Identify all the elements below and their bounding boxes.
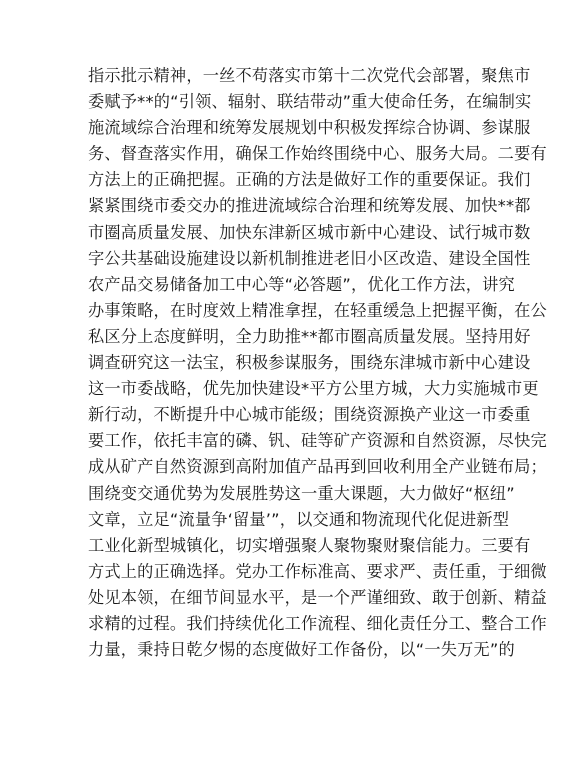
text-line: 文章，立足“流量争‘留量’”，以交通和物流现代化促进新型 [88, 509, 510, 529]
text-line: 新行动，不断提升中心城市能级；围绕资源换产业这一市委重 [88, 405, 531, 425]
text-line: 围绕变交通优势为发展胜势这一重大课题，大力做好“枢纽” [88, 483, 515, 503]
text-line: 施流域综合治理和统筹发展规划中积极发挥综合协调、参谋服 [88, 118, 531, 138]
text-line: 字公共基础设施建设以新机制推进老旧小区改造、建设全国性 [88, 248, 531, 268]
text-line: 市圈高质量发展、加快东津新区城市新中心建设、试行城市数 [88, 222, 531, 242]
text-line: 处见本领，在细节间显水平，是一个严谨细致、敢于创新、精益 [88, 587, 547, 607]
text-line: 成从矿产自然资源到高附加值产品再到回收利用全产业链布局； [88, 457, 547, 477]
text-line: 力量，秉持日乾夕惕的态度做好工作备份，以“一失万无”的 [88, 640, 515, 660]
text-line: 紧紧围绕市委交办的推进流域综合治理和统筹发展、加快**都 [88, 196, 531, 216]
text-line: 要工作，依托丰富的磷、钒、硅等矿产资源和自然资源，尽快完 [88, 431, 547, 451]
text-line: 方法上的正确把握。正确的方法是做好工作的重要保证。我们 [88, 170, 531, 190]
text-line: 求精的过程。我们持续优化工作流程、细化责任分工、整合工作 [88, 613, 547, 633]
text-line: 委赋予**的“引领、辐射、联结带动”重大使命任务，在编制实 [88, 92, 532, 112]
document-body-text [88, 63, 547, 663]
text-line: 调查研究这一法宝，积极参谋服务，围绕东津城市新中心建设 [88, 353, 531, 373]
text-line: 指示批示精神，一丝不苟落实市第十二次党代会部署，聚焦市 [88, 66, 531, 85]
text-line: 私区分上态度鲜明，全力助推**都市圈高质量发展。坚持用好 [88, 326, 531, 346]
text-line: 方式上的正确选择。党办工作标准高、要求严、责任重，于细微 [88, 561, 547, 581]
text-line: 办事策略，在时度效上精准拿捏，在轻重缓急上把握平衡，在公 [88, 300, 547, 320]
text-line: 这一市委战略，优先加快建设*平方公里方城，大力实施城市更 [88, 379, 539, 399]
text-line: 工业化新型城镇化，切实增强聚人聚物聚财聚信能力。三要有 [88, 535, 531, 555]
text-line: 务、督查落实作用，确保工作始终围绕中心、服务大局。二要有 [88, 144, 547, 164]
text-line: 农产品交易储备加工中心等“必答题”，优化工作方法，讲究 [88, 274, 515, 294]
